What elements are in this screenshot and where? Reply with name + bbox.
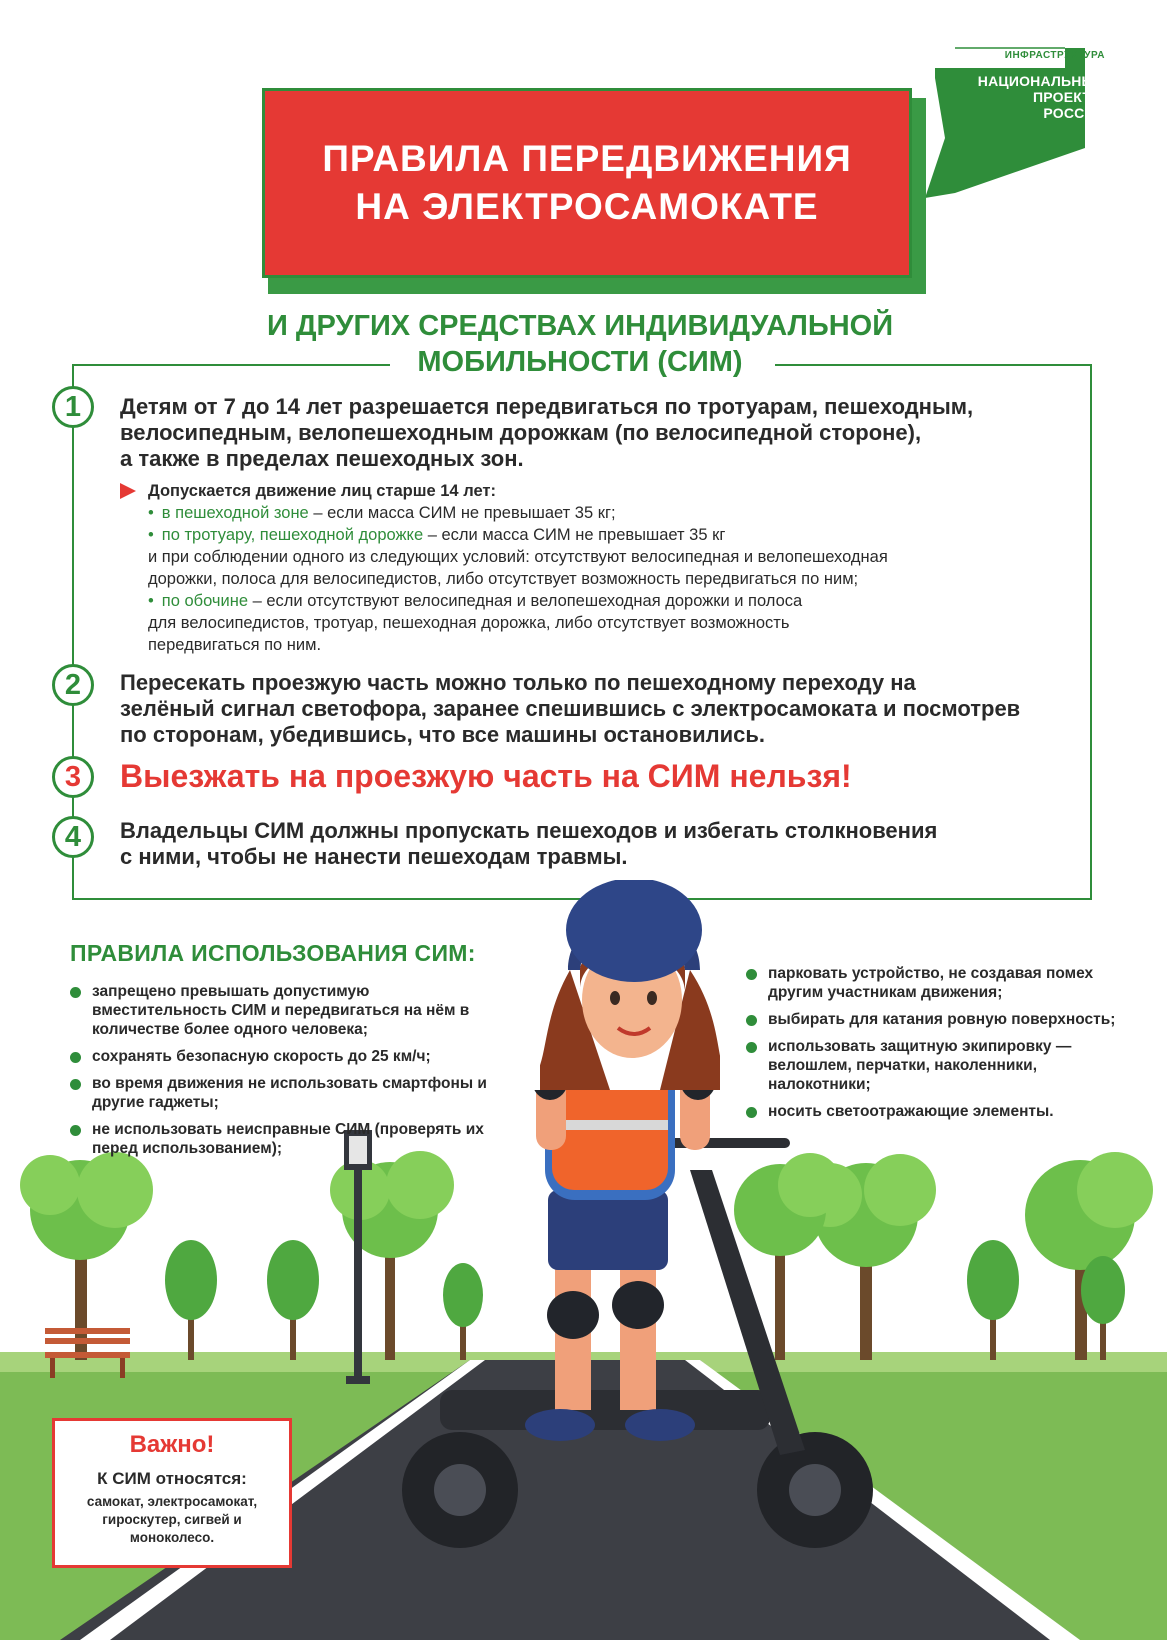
rule-2-text (120, 670, 1080, 748)
title-line-2: НА ЭЛЕКТРОСАМОКАТЕ (355, 186, 819, 227)
details-bullet-3 (120, 590, 1080, 612)
girl-head-illustration (540, 880, 720, 1090)
rule-1-line-2: велосипедным, велопешеходным дорожкам (по велосипедной стороне), (120, 420, 922, 445)
rule-4-line-2: с ними, чтобы не нанести пешеходам травмы. (120, 844, 628, 869)
rule-2-line-2: зелёный сигнал светофора, заранее спешившись с электросамоката и посмотрев (120, 696, 1021, 721)
use-rule-item: не использовать неисправные СИМ (проверять их перед использованием); (70, 1120, 490, 1158)
logo-line-3: РОССИИ (1043, 105, 1105, 121)
use-rule-item: носить светоотражающие элементы. (746, 1102, 1116, 1121)
logo-line-1: НАЦИОНАЛЬНЫЕ (977, 73, 1105, 89)
use-rule-item: запрещено превышать допустимую вместительность СИМ и передвигаться на нём в количестве более одного человека; (70, 982, 490, 1039)
use-rule-item: сохранять безопасную скорость до 25 км/ч; (70, 1047, 490, 1066)
national-projects-logo (915, 38, 1125, 198)
details-lead-text: Допускается движение лиц старше 14 лет: (148, 482, 496, 500)
details-bullet-2 (120, 524, 1080, 546)
use-rule-item: парковать устройство, не создавая помех другим участникам движения; (746, 964, 1116, 1002)
details-bullet-1-text: – если масса СИМ не превышает 35 кг; (308, 504, 616, 522)
important-title: Важно! (129, 1431, 215, 1458)
rule-1-text (120, 394, 1080, 472)
important-subtitle: К СИМ относятся: (97, 1469, 247, 1488)
important-note-box (52, 1418, 292, 1568)
use-rule-item: выбирать для катания ровную поверхность; (746, 1010, 1116, 1029)
details-continuation-2: дорожки, полоса для велосипедистов, либо отсутствует возможность передвигаться по ним; (148, 570, 859, 588)
details-continuation-4: передвигаться по ним. (148, 636, 322, 654)
use-rule-item: использовать защитную экипировку — велошлем, перчатки, наколенники, налокотники; (746, 1037, 1116, 1094)
use-rules-right-list (746, 964, 1116, 1129)
subtitle-line-2: МОБИЛЬНОСТИ (СИМ) (417, 346, 743, 378)
rule-2-number: 2 (52, 664, 94, 706)
rule-3-text: Выезжать на проезжую часть на СИМ нельзя! (120, 758, 852, 794)
rule-1-line-1: Детям от 7 до 14 лет разрешается передвигаться по тротуарам, пешеходным, (120, 394, 974, 419)
rule-4-text (120, 818, 1080, 870)
title-banner (262, 88, 912, 278)
important-text: самокат, электросамокат, гироскутер, сигвей и моноколесо. (86, 1494, 258, 1545)
rule-4-number: 4 (52, 816, 94, 858)
use-rule-item: во время движения не использовать смартфоны и другие гаджеты; (70, 1074, 490, 1112)
details-bullet-1-highlight: в пешеходной зоне (161, 504, 309, 522)
title-line-1: ПРАВИЛА ПЕРЕДВИЖЕНИЯ (322, 138, 852, 179)
bullet-dot-icon: • (148, 526, 154, 544)
logo-line-2: ПРОЕКТЫ (1033, 89, 1105, 105)
rule-2-line-3: по сторонам, убедившись, что все машины остановились. (120, 722, 765, 747)
details-bullet-1 (120, 502, 1080, 524)
red-triangle-icon (120, 483, 136, 499)
page-title (265, 135, 909, 231)
logo-top-label: ИНФРАСТРУКТУРА (1004, 50, 1105, 61)
rule-1-line-3: а также в пределах пешеходных зон. (120, 446, 524, 471)
bullet-dot-icon: • (148, 592, 154, 610)
rule-3-number: 3 (52, 756, 94, 798)
details-bullet-2-text: – если масса СИМ не превышает 35 кг (423, 526, 726, 544)
details-lead (120, 480, 1080, 502)
rule-4-line-1: Владельцы СИМ должны пропускать пешеходов и избегать столкновения (120, 818, 938, 843)
use-rules-title: ПРАВИЛА ИСПОЛЬЗОВАНИЯ СИМ: (70, 940, 476, 966)
rule-1-details (120, 480, 1080, 656)
details-continuation-1: и при соблюдении одного из следующих условий: отсутствуют велосипедная и велопешеходная (148, 548, 888, 566)
rule-2-line-1: Пересекать проезжую часть можно только по пешеходному переходу на (120, 670, 916, 695)
details-bullet-2-highlight: по тротуару, пешеходной дорожке (161, 526, 424, 544)
details-bullet-3-text: – если отсутствуют велосипедная и велопешеходная дорожки и полоса (248, 592, 803, 610)
details-continuation-3: для велосипедистов, тротуар, пешеходная дорожка, либо отсутствует возможность (148, 614, 790, 632)
bullet-dot-icon: • (148, 504, 154, 522)
rule-1-number: 1 (52, 386, 94, 428)
use-rules-left-list (70, 982, 490, 1166)
details-bullet-3-highlight: по обочине (161, 592, 249, 610)
subtitle-line-1: И ДРУГИХ СРЕДСТВАХ ИНДИВИДУАЛЬНОЙ (266, 310, 894, 342)
